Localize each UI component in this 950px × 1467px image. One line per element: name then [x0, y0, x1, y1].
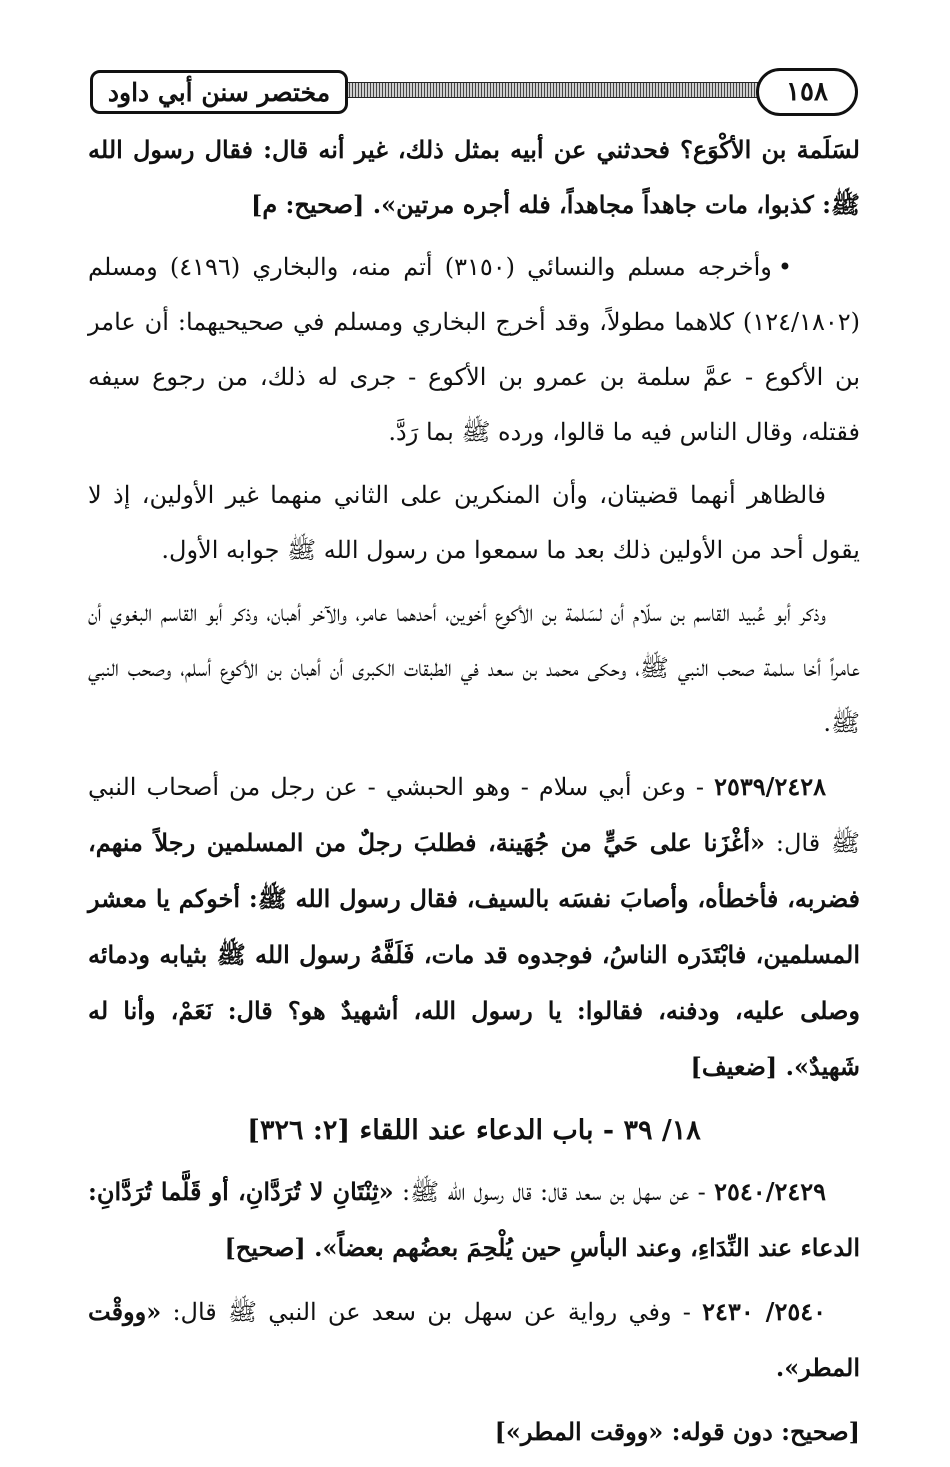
hadith-text: «أغْزَنا على حَيٍّ من جُهَينة، فطلبَ رجلٌ من المسلمين رجلاً منهم، فضربه، فأخطأه، وأصابَ نفسَه بالسيف، فقال رسول الله ﷺ: أخوكم يا معشر المسلمين، فابْتَدَره الناسُ، فوجدوه قد مات، فَلَفَّهُ رسول الله ﷺ بثيابه ودمائه وصلى عليه، ودفنه، فقالوا: يا رسول الله، أشهيدٌ هو؟ قال: نَعَمْ، وأنا له شَهيدٌ». [ضعيف]	[88, 828, 860, 1081]
hadith-2429	[88, 1164, 860, 1276]
bullet: •	[777, 253, 792, 281]
paragraph-takhrij	[88, 240, 860, 460]
chapter-heading: ١٨/ ٣٩ - باب الدعاء عند اللقاء [٢: ٣٢٦]	[247, 1115, 701, 1146]
hadith-number: ٢٥٤٠/٢٤٢٩	[714, 1177, 827, 1206]
paragraph-hadith-continuation: لسَلَمة بن الأكْوَع؟ فحدثني عن أبيه بمثل ذلك، غير أنه قال: فقال رسول الله ﷺ: كذبوا، مات جاهداً مجاهداً، فله أجره مرتين». [صحيح: م]	[88, 135, 860, 219]
hadith-text: «ثِنْتَانِ لا تُرَدَّانِ، أو قَلَّما تُرَدَّانِ: الدعاء عند النِّدَاءِ، وعند البأسِ حين يُلْحِمَ بعضُهم بعضاً». [صحيح]	[88, 1177, 860, 1262]
hadith-intro: - عن سهل بن سعد قال: قال رسول الله ﷺ:	[393, 1178, 715, 1206]
paragraph-commentary: فالظاهر أنهما قضيتان، وأن المنكرين على الثاني منهما غير الأولين، إذ لا يقول أحد من الأولين ذلك بعد ما سمعوا من رسول الله ﷺ جوابه الأول.	[88, 481, 860, 564]
header-ornament-bar	[340, 82, 763, 98]
paragraph-narrators-note: وذكر أبو عُبيد القاسم بن سلّام أن لسَلمة بن الأكوع أخوين، أحدهما عامر، والآخر أهبان، وذكر أبو القاسم البغوي أن عامراً أخا سلمة صحب النبي ﷺ، وحكى محمد بن سعد في الطبقات الكبرى أن أهبان بن الأكوع أسلم، وصحب النبي ﷺ.	[88, 599, 860, 737]
page-header	[90, 68, 858, 114]
hadith-number: ٢٥٤٠/ ٢٤٣٠	[702, 1297, 826, 1326]
book-title: مختصر سنن أبي داود	[107, 77, 331, 107]
hadith-2430	[88, 1284, 860, 1396]
paragraph-takhrij-text: وأخرجه مسلم والنسائي (٣١٥٠) أتم منه، والبخاري (٤١٩٦) ومسلم (١٢٤/١٨٠٢) كلاهما مطولاً، وقد أخرج البخاري ومسلم في صحيحيهما: أن عامر بن الأكوع - عمَّ سلمة بن عمرو بن الأكوع - جرى له ذلك، من رجوع سيفه فقتله، وقال الناس فيه ما قالوا، ورده ﷺ بما رَدَّ.	[88, 253, 860, 446]
hadith-intro: - وعن أبي سلام - وهو الحبشي - عن رجل من أصحاب النبي ﷺ قال:	[88, 773, 861, 857]
hadith-text: «ووقْت المطر».	[88, 1297, 860, 1382]
page-number-badge	[756, 68, 858, 116]
hadith-grade: [صحيح: دون قوله: «ووقت المطر»]	[494, 1417, 860, 1446]
hadith-number: ٢٥٣٩/٢٤٢٨	[714, 772, 826, 801]
book-title-box	[90, 70, 348, 114]
hadith-2428	[88, 759, 860, 1095]
hadith-intro: - وفي رواية عن سهل بن سعد عن النبي ﷺ قال:	[161, 1298, 703, 1326]
page-content	[88, 122, 860, 1467]
page-number: ١٥٨	[786, 77, 828, 107]
